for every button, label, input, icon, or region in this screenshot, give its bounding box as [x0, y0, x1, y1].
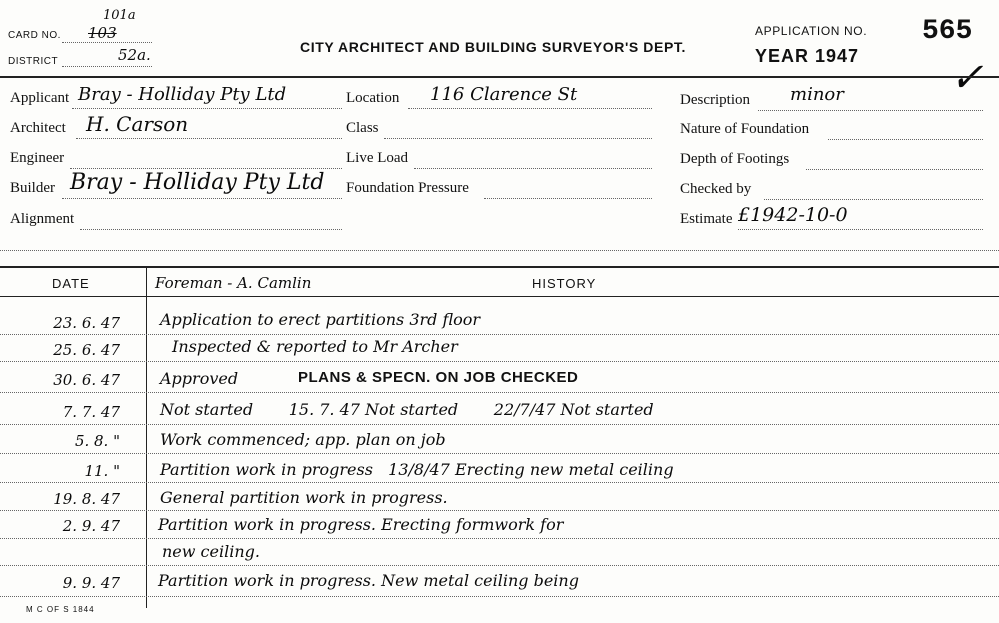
architect-value: H. Carson	[86, 112, 189, 136]
builder-line	[62, 198, 342, 199]
history-date: 5. 8. "	[74, 432, 120, 450]
approval-stamp: PLANS & SPECN. ON JOB CHECKED	[298, 369, 579, 386]
row-line	[0, 565, 999, 566]
history-header-rule	[0, 296, 999, 297]
header-rule	[0, 76, 999, 78]
history-date: 30. 6. 47	[53, 371, 120, 389]
date-column-divider	[146, 268, 147, 608]
history-date: 23. 6. 47	[53, 314, 120, 332]
foundation-pressure-label: Foundation Pressure	[346, 180, 469, 196]
alignment-line	[80, 229, 342, 230]
fields-bottom-line	[0, 250, 999, 251]
nature-of-foundation-line	[828, 139, 983, 140]
history-top-rule	[0, 266, 999, 268]
engineer-label: Engineer	[10, 150, 65, 166]
card-no-label: CARD NO.	[8, 30, 61, 41]
architect-line	[76, 138, 342, 139]
applicant-value: Bray - Holliday Pty Ltd	[78, 84, 287, 105]
card-no-struck: 103	[88, 24, 117, 42]
estimate-value: £1942-10-0	[738, 204, 848, 226]
district-value: 52a.	[118, 46, 151, 64]
history-entry: Approved	[160, 369, 239, 388]
district-line	[62, 66, 152, 67]
class-label: Class	[346, 120, 379, 136]
history-date: 2. 9. 47	[62, 517, 120, 535]
estimate-label: Estimate	[680, 211, 733, 227]
class-line	[384, 138, 652, 139]
estimate-line	[738, 229, 983, 230]
history-entry: Partition work in progress. New metal ceiling being	[158, 571, 579, 590]
district-label: DISTRICT	[8, 56, 59, 67]
department-title: CITY ARCHITECT AND BUILDING SURVEYOR'S DEPT.	[300, 39, 686, 55]
builder-value: Bray - Holliday Pty Ltd	[70, 170, 325, 195]
row-line	[0, 482, 999, 483]
alignment-label: Alignment	[10, 211, 75, 227]
history-entry-continuation: new ceiling.	[162, 542, 260, 561]
tick-mark: ✓	[950, 55, 984, 101]
row-line	[0, 538, 999, 539]
history-entry: Partition work in progress 13/8/47 Erecting new metal ceiling	[160, 460, 674, 479]
description-line	[758, 110, 983, 111]
row-line	[0, 424, 999, 425]
nature-of-foundation-label: Nature of Foundation	[680, 121, 810, 137]
checked-by-line	[764, 199, 983, 200]
checked-by-label: Checked by	[680, 181, 752, 197]
history-date: 9. 9. 47	[62, 574, 120, 592]
history-entry: Inspected & reported to Mr Archer	[172, 337, 458, 356]
row-line	[0, 392, 999, 393]
applicant-label: Applicant	[10, 90, 70, 106]
foundation-pressure-line	[484, 198, 652, 199]
location-line	[408, 108, 652, 109]
card-no-line	[62, 42, 152, 43]
application-number: 565	[922, 16, 973, 47]
description-value: minor	[790, 84, 844, 105]
foreman-note: Foreman - A. Camlin	[155, 274, 312, 292]
row-line	[0, 510, 999, 511]
description-label: Description	[680, 92, 750, 108]
history-column-header: HISTORY	[532, 276, 597, 291]
date-column-header: DATE	[52, 276, 90, 291]
builder-label: Builder	[10, 180, 55, 196]
history-entry: Partition work in progress. Erecting formwork for	[158, 515, 564, 534]
form-code: M C OF S 1844	[26, 605, 95, 614]
history-date: 11. "	[84, 462, 120, 480]
row-line	[0, 596, 999, 597]
history-entry: Not started 15. 7. 47 Not started 22/7/47 Not started	[160, 400, 654, 419]
location-value: 116 Clarence St	[430, 84, 578, 105]
row-line	[0, 453, 999, 454]
depth-of-footings-label: Depth of Footings	[680, 151, 790, 167]
live-load-line	[414, 168, 652, 169]
live-load-label: Live Load	[346, 150, 409, 166]
application-label: APPLICATION NO.	[755, 24, 868, 38]
history-date: 19. 8. 47	[53, 490, 120, 508]
history-date: 25. 6. 47	[53, 341, 120, 359]
engineer-line	[70, 168, 342, 169]
row-line	[0, 334, 999, 335]
depth-of-footings-line	[806, 169, 983, 170]
history-entry: Application to erect partitions 3rd floor	[160, 310, 481, 329]
architect-label: Architect	[10, 120, 66, 136]
card-no-value: 101a	[103, 8, 136, 23]
history-date: 7. 7. 47	[62, 403, 120, 421]
location-label: Location	[346, 90, 400, 106]
history-entry: Work commenced; app. plan on job	[160, 430, 446, 449]
row-line	[0, 361, 999, 362]
history-entry: General partition work in progress.	[160, 488, 448, 507]
applicant-line	[72, 108, 342, 109]
year-label: YEAR 1947	[755, 46, 860, 66]
